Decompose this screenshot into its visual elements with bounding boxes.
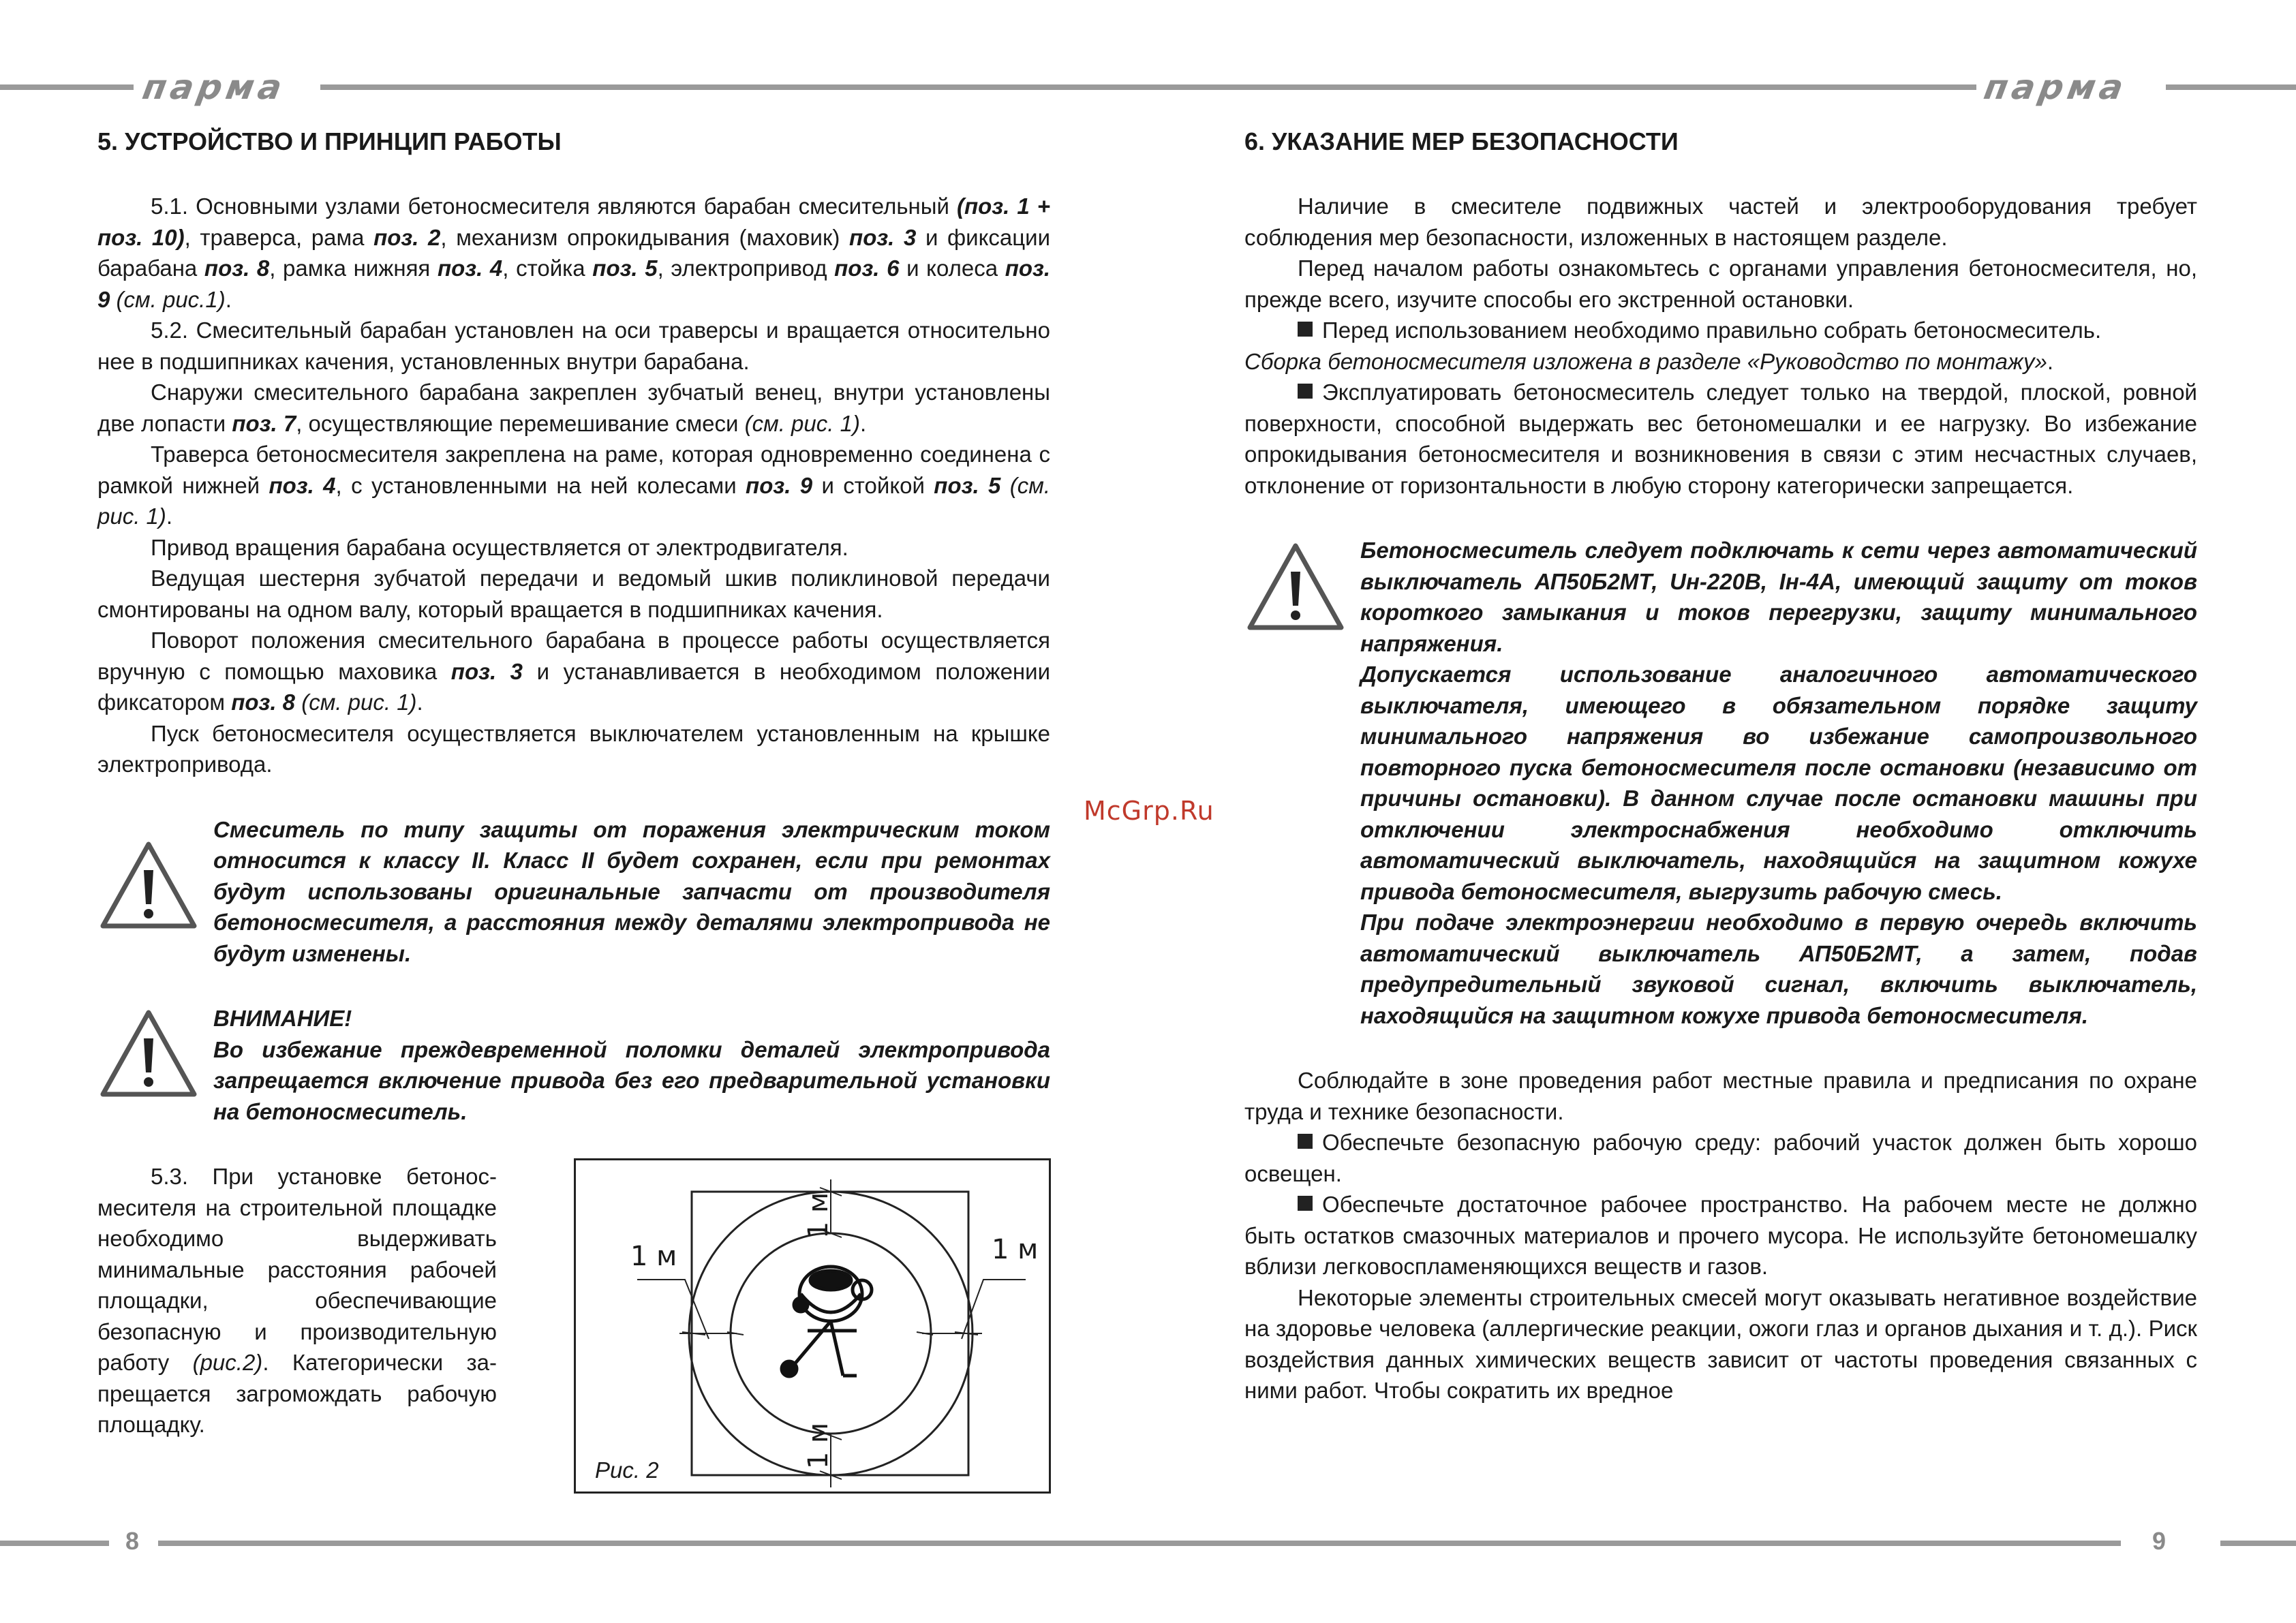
warning-title-attention: ВНИМАНИЕ! (213, 1006, 352, 1031)
paragraph-drum-blades: Снаружи смесительного барабана закреплен зубчатый венец, внутри установлены две лопасти поз. 7, осуществляющие перемешивание смеси (см. рис. 1). (97, 380, 1050, 436)
footer-rule-center (158, 1541, 2121, 1546)
warning-triangle-icon (1244, 540, 1347, 633)
page-number-left: 8 (125, 1527, 140, 1555)
section-5-heading: 5. УСТРОЙСТВО И ПРИНЦИП РАБОТЫ (97, 127, 562, 155)
paragraph-safe-environment: Обеспечьте безопасную рабочую среду: рабочий участок должен быть хорошо освещен. (1244, 1130, 2197, 1186)
paragraph-health-risk: Некоторые элементы строительных смесей могут оказывать негативное воздействие на здоровье человека (аллергические реакции, ожоги глаз и органов дыхания и т. д.). Риск воздействия данных химических веществ зависит от частоты проведения связанных с ними работ. Чтобы сократить их вредное (1244, 1284, 2197, 1403)
header-rule-center (320, 84, 1976, 90)
warning-text-attention: Во избежание преждевременной поломки деталей электропривода запрещается включение привода без его предварительной установки на бетоносмеситель. (213, 1036, 1050, 1124)
warning-block-class-ii (97, 814, 1050, 970)
right-column (1244, 127, 2197, 1406)
header-rule-right (2166, 84, 2296, 90)
warning-text-breaker: Бетоносмеситель следует подключать к сети через автоматический выключатель АП50Б2МТ, Uн-220В, Iн-4А, имеющий защиту от токов короткого замыкания и токов перегрузки, защиту минимального напряжения. (1360, 538, 2197, 656)
bullet-square-icon (1298, 1134, 1313, 1149)
paragraph-drive: Привод вращения барабана осуществляется от электродвигателя. (151, 534, 848, 560)
paragraph-surface: Эксплуатировать бетоносмеситель следует только на твердой, плоской, ровной поверхности, способной выдержать вес бетономешалки и ее нагрузку. Во избежание опрокидывания бетоносмесителя и возникновения в связи с этим несчастных случаев, отклонение от горизонтальности в любую сторону категорически запрещается. (1244, 380, 2197, 498)
paragraph-local-rules: Соблюдайте в зоне проведения работ местные правила и предписания по охране труда и технике безопасности. (1244, 1068, 2197, 1124)
paragraph-assembly-ref: Сборка бетоносмесителя изложена в разделе «Руководство по монтажу». (1244, 348, 2054, 374)
paragraph-rotation: Поворот положения смесительного барабана в процессе работы осуществляется вручную с помощью маховика поз. 3 и устанавливается в необходимом положении фиксатором поз. 8 (см. рис. 1). (97, 628, 1051, 715)
paragraph-assembly: Перед использованием необходимо правильно собрать бетоносмеситель. (1244, 315, 2197, 346)
dimension-label-top: 1 м (803, 1192, 835, 1239)
paragraph-controls: Перед началом работы ознакомьтесь с органами управления бетоносмесителя, но, прежде всего, изучите способы его экстренной остановки. (1244, 256, 2197, 312)
paragraph-5-2: 5.2. Смесительный барабан установлен на оси траверсы и вращается относительно нее в подшипниках качения, установленных внутри барабана. (97, 318, 1050, 374)
bullet-square-icon (1298, 1196, 1313, 1211)
paragraph-safety-intro: Наличие в смесителе подвижных частей и электрооборудования требует соблюдения мер безопасности, изложенных в настоящем разделе. (1244, 194, 2197, 250)
warning-triangle-icon (97, 1007, 200, 1100)
paragraph-traverse: Траверса бетоносмесителя закреплена на раме, которая одновременно соединена с рамкой нижней поз. 4, с установленными на ней колесами поз. 9 и стойкой поз. 5 (см. рис. 1). (97, 442, 1051, 529)
bullet-square-icon (1298, 384, 1313, 399)
warning-text-class-ii: Смеситель по типу защиты от поражения электрическим током относится к классу II. Класс II будет сохранен, если при ремонтах будут использованы оригинальные запчасти от производителя бетоносмесителя, а расстояния между деталями электропривода не будут изменены. (213, 816, 1050, 966)
brand-logo-left: парма (139, 67, 289, 107)
dimension-label-left: 1 м (630, 1241, 677, 1272)
watermark: McGrp.Ru (1084, 796, 1214, 826)
warning-triangle-icon (97, 839, 200, 931)
figure-2 (574, 1158, 1051, 1494)
paragraph-start: Пуск бетоносмесителя осуществляется выключателем установленным на крышке электропривода. (97, 720, 1050, 777)
dimension-label-bottom: 1 м (803, 1422, 835, 1470)
header-rule-left (0, 84, 134, 90)
brand-logo-right: парма (1980, 67, 2130, 107)
warning-block-attention (97, 1003, 1050, 1127)
footer-rule-left (0, 1541, 109, 1546)
dimension-label-right: 1 м (992, 1234, 1039, 1265)
paragraph-5-1: 5.1. Основными узлами бетоносмесителя являются барабан смесительный (поз. 1 + поз. 10), траверса, рама поз. 2, механизм опрокидывания (маховик) поз. 3 и фиксации барабана поз. 8, рамка нижняя поз. 4, стойка поз. 5, электропривод поз. 6 и колеса поз. 9 (см. рис.1). (97, 194, 1051, 312)
warning-text-analog: Допускается использование аналогичного автоматического выключателя, имеющего в обязательном порядке защиту минимального напряжения во избежание самопроизвольного повторного пуска бетоносмесителя после остановки (независимо от причины остановки). В данном случае после остановки машины при отключении электроснабжения необходимо отключить автоматический выключатель, находящийся на защитном кожухе привода бетоносмесителя, выгрузить рабочую смесь. (1360, 662, 2197, 904)
concrete-mixer-icon (782, 1267, 872, 1376)
warning-block-circuit-breaker (1244, 535, 2197, 1031)
paragraph-work-space: Обеспечьте достаточное рабочее пространство. На рабочем месте не должно быть остатков смазочных материалов и прочего мусора. Не используйте бетономешалку вблизи легковоспламеняющихся веществ и газов. (1244, 1192, 2197, 1279)
section-6-heading: 6. УКАЗАНИЕ МЕР БЕЗОПАСНОСТИ (1244, 127, 1679, 155)
warning-text-power-on: При подаче электроэнергии необходимо в первую очередь включить автоматический выключатель АП50Б2МТ, а затем, подав предупредительный звуковой сигнал, включить выключатель, находящийся на защитном кожухе привода бетоносмесителя. (1360, 910, 2197, 1028)
figure-caption: Рис. 2 (595, 1457, 659, 1483)
bullet-square-icon (1298, 322, 1313, 337)
paragraph-5-3: 5.3. При установке бетоносмесителя на строительной площадке необходимо выдерживать минимальные расстояния рабочей площадки, обеспечивающие безопасную и производительную работу (рис.2). Категорически запрещается загромождать рабочую площадку. (97, 1164, 498, 1437)
page-number-right: 9 (2152, 1527, 2167, 1555)
paragraph-gear: Ведущая шестерня зубчатой передачи и ведомый шкив поликлиновой передачи смонтированы на одном валу, который вращается в подшипниках качения. (97, 566, 1050, 622)
footer-rule-right (2220, 1541, 2296, 1546)
